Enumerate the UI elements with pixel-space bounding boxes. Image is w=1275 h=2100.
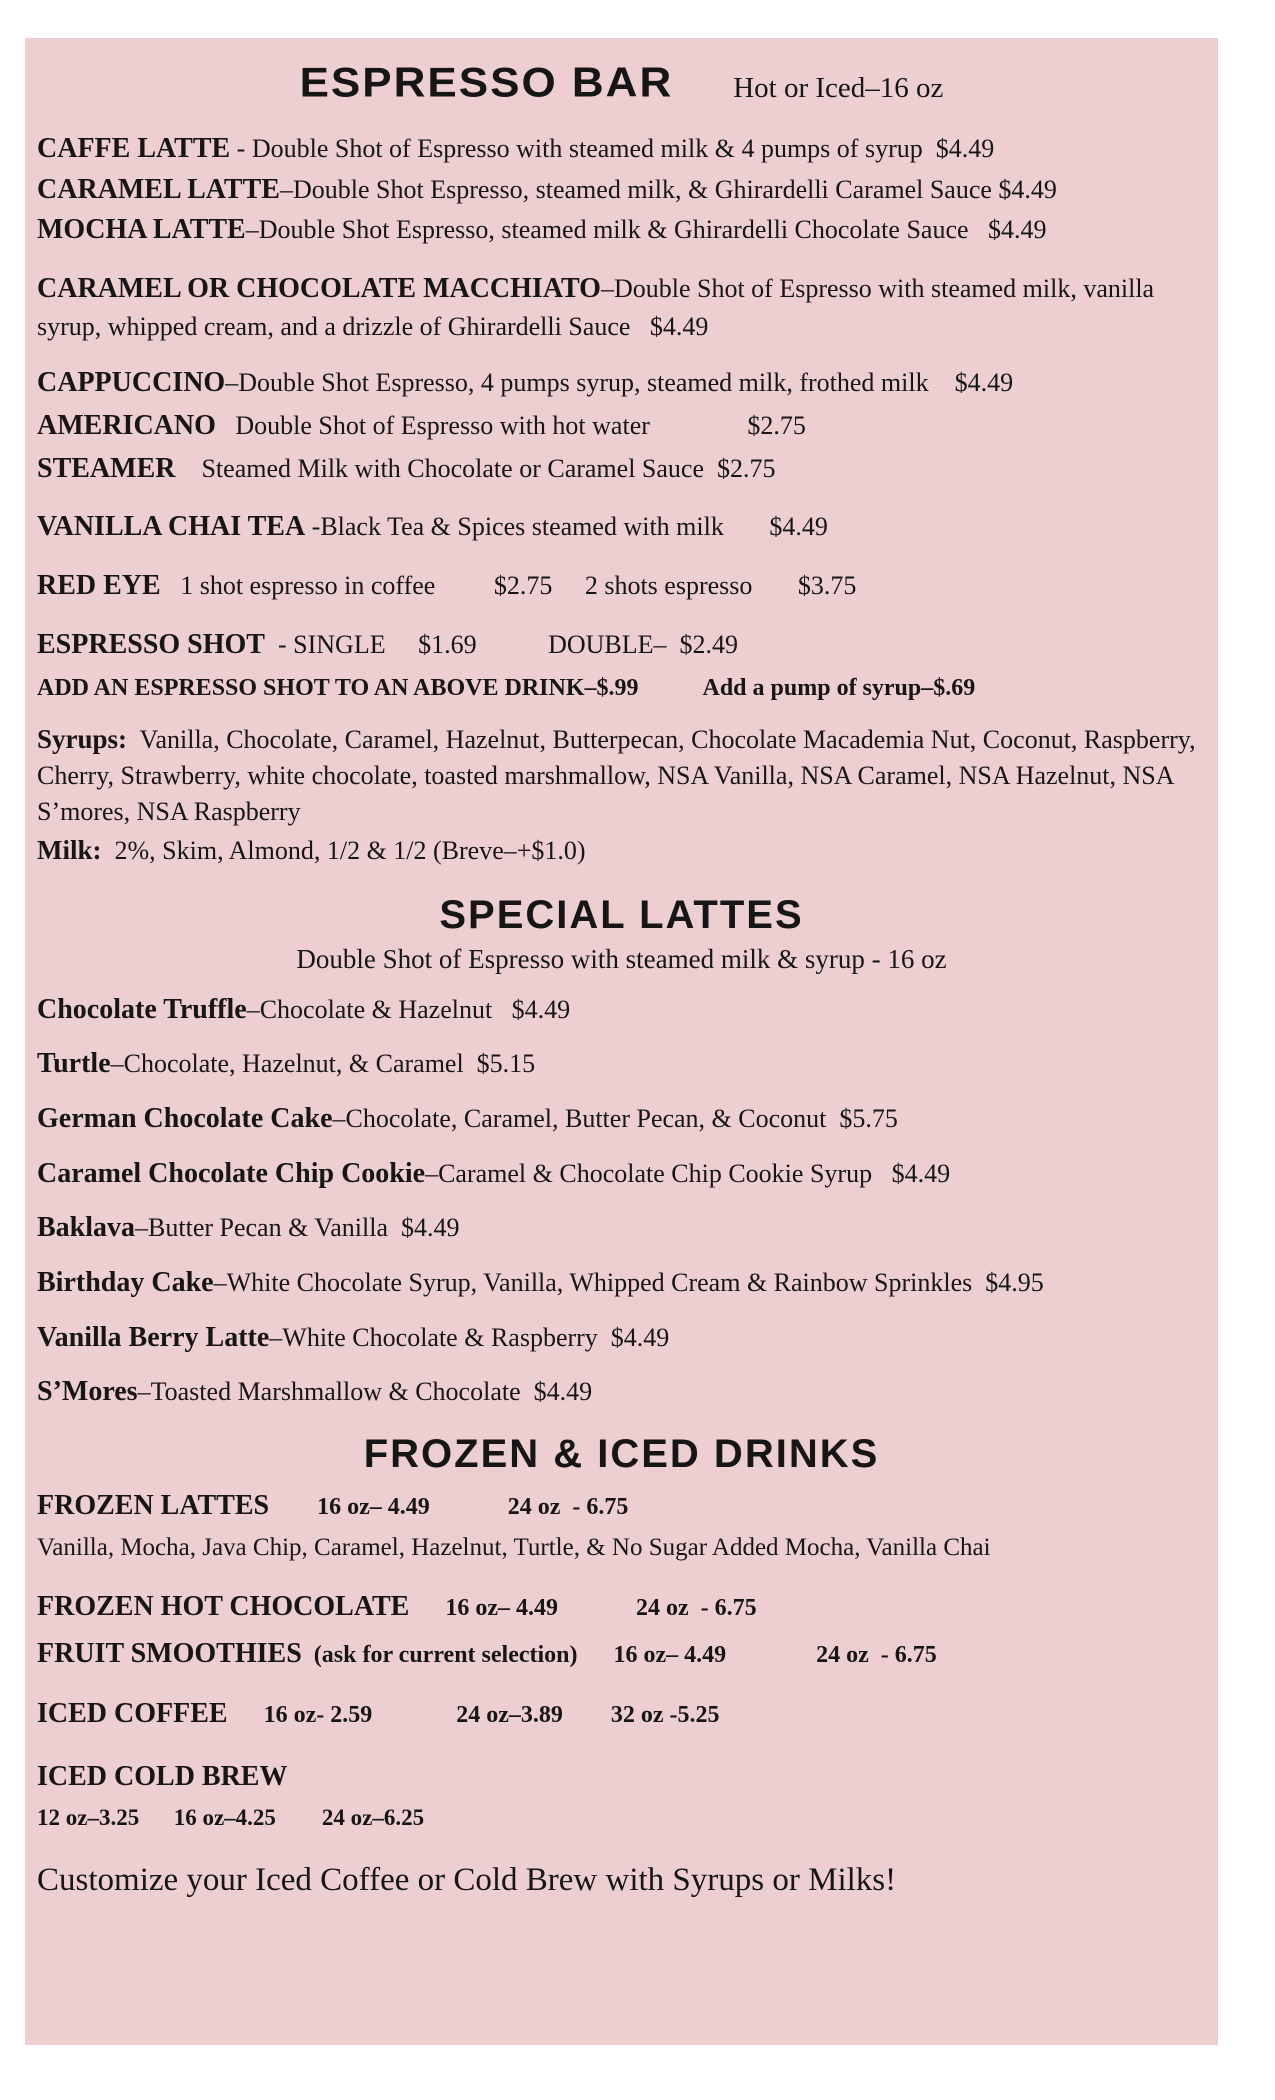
item-name: VANILLA CHAI TEA <box>37 511 306 543</box>
item-name: Turtle <box>37 1048 111 1080</box>
customize-footer: Customize your Iced Coffee or Cold Brew with Syrups or Milks! <box>37 1862 897 1899</box>
item-desc: –Butter Pecan & Vanilla $4.49 <box>135 1213 460 1243</box>
item-name: Chocolate Truffle <box>37 993 247 1025</box>
item-name: ICED COFFEE <box>37 1698 228 1730</box>
item-name: CAFFE LATTE <box>37 133 231 164</box>
menu-item-mocha-latte <box>37 211 1206 250</box>
add-shot-text: ADD AN ESPRESSO SHOT TO AN ABOVE DRINK–$.99 <box>37 675 639 702</box>
item-desc: –Caramel & Chocolate Chip Cookie Syrup $4.49 <box>425 1158 951 1188</box>
menu-item-steamer <box>37 450 1206 489</box>
item-name: STEAMER <box>37 452 176 484</box>
item-name: ICED COLD BREW <box>37 1760 288 1792</box>
espresso-bar-subtitle: Hot or Iced–16 oz <box>733 72 944 104</box>
menu-item-red-eye <box>37 567 1206 606</box>
item-prices: 16 oz– 4.49 24 oz - 6.75 <box>269 1493 629 1520</box>
item-prices: 16 oz- 2.59 24 oz–3.89 32 oz -5.25 <box>227 1702 720 1729</box>
item-desc: –White Chocolate & Raspberry $4.49 <box>269 1322 670 1352</box>
menu-item-espresso-shot <box>37 626 1206 665</box>
item-desc: –Double Shot of Espresso with steamed milk, vanilla syrup, whipped cream, and a drizzle of Ghirardelli Sauce $4.49 <box>37 273 1161 341</box>
menu-item-frozen-lattes <box>37 1487 1206 1526</box>
item-name: CARAMEL LATTE <box>37 173 280 205</box>
menu-item-birthday-cake <box>37 1264 1206 1303</box>
item-desc: –Chocolate & Hazelnut $4.49 <box>246 994 571 1024</box>
item-desc: 1 shot espresso in coffee $2.75 2 shots espresso $3.75 <box>160 570 857 600</box>
item-prices: 16 oz– 4.49 24 oz - 6.75 <box>409 1594 757 1621</box>
menu-item-baklava <box>37 1209 1206 1248</box>
menu-item-cappuccino <box>37 364 1206 403</box>
item-name: FROZEN LATTES <box>37 1489 270 1521</box>
menu-item-vanilla-chai <box>37 508 1206 547</box>
item-name: AMERICANO <box>37 410 216 441</box>
milk-label: Milk: <box>37 834 102 865</box>
menu-item-caramel-latte <box>37 171 1206 210</box>
item-name: CARAMEL OR CHOCOLATE MACCHIATO <box>37 272 601 304</box>
special-lattes-subtitle: Double Shot of Espresso with steamed milk & syrup - 16 oz <box>296 943 947 974</box>
menu-item-turtle <box>37 1045 1206 1084</box>
cold-brew-sizes: 12 oz–3.25 16 oz–4.25 24 oz–6.25 <box>37 1805 425 1831</box>
item-name: Vanilla Berry Latte <box>37 1321 270 1353</box>
menu-item-vanilla-berry-latte <box>37 1319 1206 1358</box>
item-name: Caramel Chocolate Chip Cookie <box>37 1157 426 1189</box>
menu-item-caramel-chocolate-chip-cookie <box>37 1155 1206 1194</box>
item-name: S’Mores <box>37 1376 138 1408</box>
item-desc: –White Chocolate Syrup, Vanilla, Whipped Cream & Rainbow Sprinkles $4.95 <box>213 1267 1044 1297</box>
menu-item-fruit-smoothies <box>37 1635 1206 1674</box>
milk-paragraph <box>37 832 1206 869</box>
item-desc: –Double Shot Espresso, steamed milk, & Ghirardelli Caramel Sauce $4.49 <box>279 174 1057 204</box>
item-name: ESPRESSO SHOT <box>37 628 265 660</box>
item-name: CAPPUCCINO <box>37 367 226 399</box>
item-name: Baklava <box>37 1212 136 1244</box>
frozen-latte-flavors: Vanilla, Mocha, Java Chip, Caramel, Hazelnut, Turtle, & No Sugar Added Mocha, Vanilla Chai <box>37 1534 991 1562</box>
menu-item-macchiato <box>37 270 1206 345</box>
item-desc: - Double Shot of Espresso with steamed milk & 4 pumps of syrup $4.49 <box>230 134 995 163</box>
menu-item-smores <box>37 1373 1206 1412</box>
item-desc: Steamed Milk with Chocolate or Caramel Sauce $2.75 <box>175 453 776 483</box>
menu-panel <box>25 38 1218 2045</box>
item-name: MOCHA LATTE <box>37 214 246 246</box>
milk-list: 2%, Skim, Almond, 1/2 & 1/2 (Breve–+$1.0) <box>101 835 586 865</box>
item-name: FRUIT SMOOTHIES <box>37 1637 302 1669</box>
menu-item-chocolate-truffle <box>37 991 1206 1030</box>
item-desc: –Chocolate, Hazelnut, & Caramel $5.15 <box>110 1049 536 1079</box>
menu-item-frozen-hot-chocolate <box>37 1588 1206 1627</box>
syrups-label: Syrups: <box>37 723 128 754</box>
item-desc: –Toasted Marshmallow & Chocolate $4.49 <box>137 1377 593 1407</box>
espresso-bar-title: ESPRESSO BAR <box>299 59 674 106</box>
item-desc: Double Shot of Espresso with hot water $2.75 <box>215 411 806 440</box>
item-desc: –Double Shot Espresso, steamed milk & Ghirardelli Chocolate Sauce $4.49 <box>245 215 1047 245</box>
menu-item-iced-cold-brew <box>37 1758 1206 1797</box>
add-shot-line <box>37 672 1206 704</box>
item-desc: –Double Shot Espresso, 4 pumps syrup, steamed milk, frothed milk $4.49 <box>225 368 1014 398</box>
add-pump-text: Add a pump of syrup–$.69 <box>702 675 976 702</box>
item-name: FROZEN HOT CHOCOLATE <box>37 1590 410 1622</box>
special-lattes-title: SPECIAL LATTES <box>439 892 804 937</box>
item-desc: -Black Tea & Spices steamed with milk $4.49 <box>305 512 828 542</box>
menu-item-americano <box>37 407 1206 446</box>
item-desc: –Chocolate, Caramel, Butter Pecan, & Coconut $5.75 <box>332 1104 898 1134</box>
menu-item-caffe-latte <box>37 130 1206 169</box>
item-name: German Chocolate Cake <box>37 1103 333 1135</box>
menu-item-iced-coffee <box>37 1695 1206 1734</box>
syrups-paragraph <box>37 721 1206 830</box>
item-desc: - SINGLE $1.69 DOUBLE– $2.49 <box>264 629 739 659</box>
syrups-list: Vanilla, Chocolate, Caramel, Hazelnut, Butterpecan, Chocolate Macademia Nut, Coconut, Raspberry, Cherry, Strawberry, white chocolate, toasted marshmallow, NSA Vanilla, NSA Caramel, NSA Hazelnut, NSA S’mores, NSA Raspberry <box>37 724 1203 826</box>
espresso-bar-header <box>37 58 1206 108</box>
item-name: RED EYE <box>37 569 161 601</box>
item-name: Birthday Cake <box>37 1266 214 1298</box>
item-prices: (ask for current selection) 16 oz– 4.49 24 oz - 6.75 <box>301 1641 937 1668</box>
frozen-iced-title: FROZEN & ICED DRINKS <box>363 1431 880 1476</box>
menu-item-german-chocolate-cake <box>37 1100 1206 1139</box>
